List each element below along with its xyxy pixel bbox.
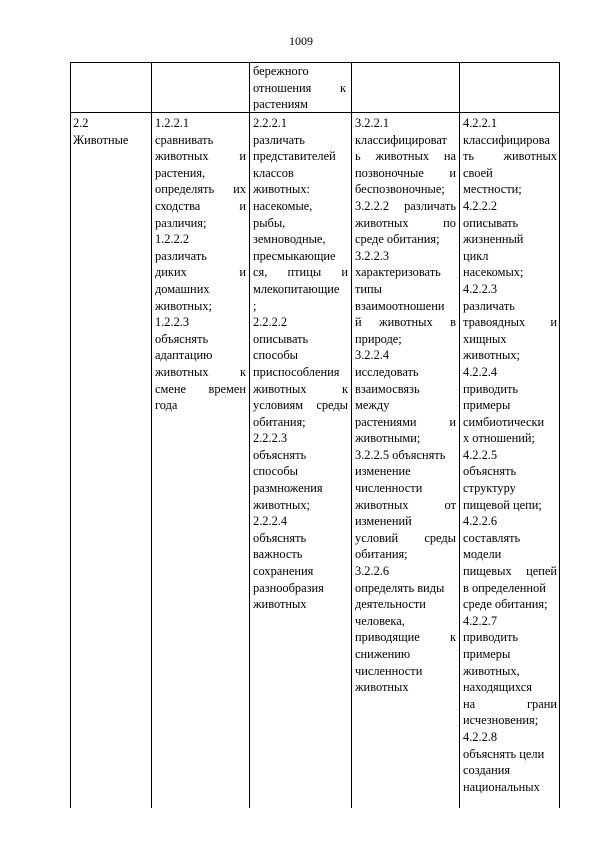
cell-line: определять их — [155, 182, 246, 197]
page-number: 1009 — [289, 34, 313, 48]
cell-line: 3.2.2.4 — [355, 348, 390, 363]
cell-line: 4.2.2.6 — [463, 514, 498, 529]
cell-line: способы — [253, 348, 298, 363]
row-grade3-cell — [355, 115, 456, 696]
column-divider — [151, 62, 152, 808]
cell-line: описывать — [253, 331, 309, 346]
cell-line: пищевых цепей — [463, 564, 557, 579]
cell-line: изменений — [355, 514, 412, 529]
cell-line: взаимоотношени — [355, 298, 445, 313]
cell-line: 3.2.2.1 — [355, 116, 390, 130]
cell-line: 2.2.2.3 — [253, 431, 288, 446]
cell-line: й животных в — [355, 315, 456, 330]
cell-line: симбиотически — [463, 414, 545, 429]
cell-line: сохранения — [253, 564, 314, 579]
cell-line: 2.2 — [73, 116, 89, 130]
cell-line: 1.2.2.3 — [155, 315, 190, 330]
cell-line: исследовать — [355, 364, 419, 379]
cell-line: условиям среды — [253, 398, 348, 413]
cell-line: описывать — [463, 215, 519, 230]
cell-line: своей — [463, 165, 493, 180]
cell-line: животных, — [463, 663, 520, 678]
cell-line: создания — [463, 763, 511, 778]
cell-line: численности — [355, 481, 423, 496]
cell-line: 1.2.2.1 — [155, 116, 190, 130]
cell-line: 2.2.2.4 — [253, 514, 288, 529]
cell-line: природе; — [355, 331, 402, 346]
cell-line: различия; — [155, 215, 207, 230]
cell-line: отношения к — [253, 80, 346, 95]
cell-line: 4.2.2.1 — [463, 116, 498, 130]
row-topic-cell — [73, 115, 148, 148]
cell-line: х отношений; — [463, 431, 535, 446]
cell-line: 4.2.2.2 — [463, 198, 498, 213]
cell-line: классифицирова — [463, 132, 550, 147]
cell-line: определять виды — [355, 580, 445, 595]
cell-line: адаптацию — [155, 348, 213, 363]
cell-line: модели — [463, 547, 502, 562]
cell-line: млекопитающие — [253, 281, 340, 296]
column-divider — [459, 62, 460, 808]
cell-line: среде обитания; — [463, 597, 548, 612]
cell-line: обитания; — [355, 547, 408, 562]
cell-line: различать — [463, 298, 515, 313]
cell-line: диких и — [155, 265, 246, 280]
cell-line: животных; — [155, 298, 212, 313]
cell-line: 1.2.2.2 — [155, 232, 190, 247]
cell-line: сравнивать — [155, 132, 214, 147]
cell-line: насекомых; — [463, 265, 524, 280]
cell-line: типы — [355, 281, 383, 296]
cell-line: рыбы, — [253, 215, 286, 230]
row-grade2-cell — [253, 115, 348, 613]
cell-line: снижению — [355, 647, 411, 661]
cell-line: пресмыкающие — [253, 248, 336, 263]
cell-line: бережного — [253, 64, 309, 78]
cell-line: характеризовать — [355, 265, 441, 280]
cell-line: объяснять — [463, 464, 517, 479]
cell-line: животных к — [253, 381, 348, 396]
cell-line: человека, — [355, 613, 405, 628]
cell-line: условий среды — [355, 530, 456, 545]
cell-line: травоядных и — [463, 315, 557, 330]
cell-line: животными; — [355, 431, 421, 446]
cell-line: разнообразия — [253, 580, 324, 595]
cell-line: животных; — [253, 497, 310, 512]
cell-line: животных по — [355, 215, 456, 230]
cell-line: представителей — [253, 149, 336, 164]
cell-line: исчезновения; — [463, 713, 539, 728]
cell-line: взаимосвязь — [355, 381, 420, 396]
cell-line: хищных — [463, 331, 507, 346]
cell-line: сходства и — [155, 198, 246, 213]
cell-line: ть животных — [463, 149, 557, 164]
cell-line: животных — [253, 597, 307, 612]
cell-line: цикл — [463, 248, 489, 263]
cell-line: ; — [253, 298, 257, 313]
cell-line: животных — [355, 680, 409, 695]
cell-line: животных и — [155, 149, 246, 164]
cell-line: растениям — [253, 97, 308, 112]
cell-line: объяснять цели — [463, 746, 545, 761]
cell-line: классов — [253, 165, 294, 180]
cell-line: жизненный — [463, 232, 524, 247]
cell-line: объяснять — [253, 447, 307, 462]
cell-line: объяснять — [253, 530, 307, 545]
cell-line: различать — [155, 248, 207, 263]
cell-line: 3.2.2.6 — [355, 564, 390, 579]
cell-line: приспособления — [253, 364, 340, 379]
cell-line: 2.2.2.1 — [253, 116, 288, 130]
cell-line: 3.2.2.3 — [355, 248, 390, 263]
cell-line: 4.2.2.8 — [463, 729, 498, 744]
column-divider — [249, 62, 250, 808]
cell-line: 2.2.2.2 — [253, 315, 288, 330]
cell-line: животных; — [463, 348, 520, 363]
row-grade1-cell — [155, 115, 246, 414]
cell-line: национальных — [463, 779, 540, 794]
cell-line: животных к — [155, 364, 246, 379]
table-border-right — [559, 62, 560, 808]
cell-line: животных от — [355, 497, 456, 512]
cell-line: примеры — [463, 398, 511, 413]
cell-line: насекомые, — [253, 198, 313, 213]
cell-line: деятельности — [355, 597, 426, 612]
cell-line: различать — [253, 132, 305, 147]
cell-line: местности; — [463, 182, 522, 197]
cell-line: смене времен — [155, 381, 246, 396]
cell-line: позвоночные и — [355, 165, 456, 180]
cell-line: 3.2.2.2 различать — [355, 198, 456, 213]
cell-line: среде обитания; — [355, 232, 440, 247]
cell-line: приводить — [463, 381, 519, 396]
cell-line: Животные — [73, 132, 129, 147]
cell-line: объяснять — [155, 331, 209, 346]
table-border-left — [70, 62, 71, 808]
cell-line: примеры — [463, 647, 511, 661]
cell-line: составлять — [463, 530, 521, 545]
cell-line: животных: — [253, 182, 310, 197]
cell-line: структуру — [463, 481, 516, 496]
cell-line: приводить — [463, 630, 519, 645]
top-row-col3 — [253, 63, 346, 113]
cell-line: 4.2.2.7 — [463, 613, 498, 628]
cell-line: 4.2.2.3 — [463, 281, 498, 296]
cell-line: на грани — [463, 696, 557, 711]
cell-line: изменение — [355, 464, 411, 479]
cell-line: земноводные, — [253, 232, 326, 247]
cell-line: растениями и — [355, 414, 456, 429]
cell-line: находящихся — [463, 680, 532, 695]
column-divider — [351, 62, 352, 808]
cell-line: в определенной — [463, 580, 546, 595]
cell-line: ся, птицы и — [253, 265, 348, 280]
cell-line: важность — [253, 547, 303, 562]
cell-line: года — [155, 398, 178, 413]
cell-line: 3.2.2.5 объяснять — [355, 447, 446, 462]
cell-line: приводящие к — [355, 630, 456, 645]
cell-line: численности — [355, 663, 423, 678]
cell-line: размножения — [253, 481, 323, 496]
cell-line: 4.2.2.4 — [463, 364, 498, 379]
cell-line: между — [355, 398, 390, 413]
cell-line: растения, — [155, 165, 206, 180]
cell-line: классифицироват — [355, 132, 447, 147]
curriculum-table — [70, 62, 560, 808]
cell-line: пищевой цепи; — [463, 497, 542, 512]
row-grade4-cell — [463, 115, 557, 795]
cell-line: домашних — [155, 281, 210, 296]
cell-line: обитания; — [253, 414, 306, 429]
cell-line: 4.2.2.5 — [463, 447, 498, 462]
cell-line: беспозвоночные; — [355, 182, 445, 197]
cell-line: ь животных на — [355, 149, 456, 164]
cell-line: способы — [253, 464, 298, 479]
